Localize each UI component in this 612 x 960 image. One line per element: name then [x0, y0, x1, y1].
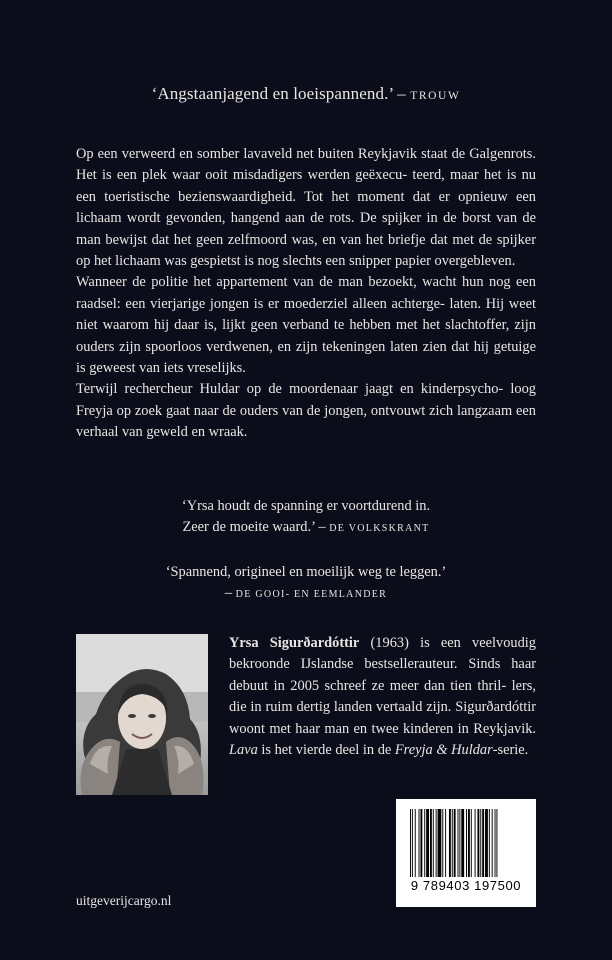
gooi-quote-line-1: ‘Spannend, origineel en moeilijk weg te leggen.’ [165, 564, 447, 580]
barcode-bar [477, 809, 479, 877]
volkskrant-quote-text: Zeer de moeite waard.’ [182, 519, 315, 536]
synopsis-line: Terwijl rechercheur Huldar op de moordenaar jaagt en kinderpsycho- [76, 381, 504, 398]
author-portrait-illustration [76, 634, 208, 795]
volkskrant-quote-source: DE VOLKSKRANT [329, 523, 430, 535]
barcode-bar [466, 809, 467, 877]
bio-series-name: Freyja & Huldar [394, 742, 493, 759]
barcode-bar [438, 809, 442, 877]
synopsis-line: Wanneer de politie het appartement van de man bezoekt, wacht hun [76, 274, 484, 291]
synopsis-line: laten. Hij weet niet waarom hij daar is, lijkt geen verband te hebben met [76, 295, 536, 334]
bio-line: bekroonde IJslandse bestsellerauteur. Sinds haar [229, 656, 536, 673]
barcode-bar [433, 809, 434, 877]
barcode-bar [461, 809, 464, 877]
volkskrant-quote-dash: – [314, 519, 330, 536]
barcode-bars [410, 809, 522, 877]
synopsis-paragraph-3 [76, 379, 536, 443]
synopsis-line: nog een raadsel: een vierjarige jongen is er moederziel alleen achterge- [76, 274, 536, 312]
bio-text [229, 633, 536, 761]
gooi-review-quote [0, 562, 612, 606]
barcode-bar [495, 809, 496, 877]
bio-line: lers, die in ruim dertig landen vertaald zijn. [229, 677, 536, 716]
bio-line: de [377, 742, 395, 759]
barcode-bar [480, 809, 481, 877]
synopsis-line: het slachtoffer, zijn ouders zijn spoorloos verdwenen, en zijn tekeningen [76, 317, 536, 355]
barcode-bar [485, 809, 488, 877]
bio-line: (1963) is een veelvoudig [359, 635, 536, 651]
author-photo [76, 634, 208, 795]
barcode-bar [454, 809, 456, 877]
barcode-bar [445, 809, 446, 877]
synopsis-line: teerd, maar het is nu een toeristische bezienswaardigheid. Tot het [76, 167, 536, 205]
publisher-website: uitgeverijcargo.nl [76, 893, 172, 908]
synopsis-line: Op een verweerd en somber lavaveld net buiten Reykjavik staat de [76, 146, 466, 162]
barcode-bar [496, 809, 497, 877]
top-quote-dash: – [392, 84, 411, 103]
bio-line: is het vierde deel in [257, 742, 375, 759]
gooi-quote-source: DE GOOI- EN EEMLANDER [235, 589, 388, 601]
barcode-bar [436, 809, 437, 877]
bio-line: debuut in 2005 schreef ze meer dan tien thril- [229, 677, 507, 694]
gooi-quote-dash: – [224, 585, 236, 602]
barcode-bar [482, 809, 484, 877]
barcode-bar [475, 809, 476, 877]
synopsis-line: Galgenrots. Het is een plek waar ooit misdadigers werden geëxecu- [76, 146, 536, 184]
barcode-bar [452, 809, 453, 877]
barcode-bar [492, 809, 493, 877]
top-quote-text: ‘Angstaanjagend en loeispannend.’ [151, 84, 393, 103]
author-bio [229, 633, 536, 761]
volkskrant-quote-line-2 [0, 517, 612, 539]
bio-line: Sigurðardóttir woont met haar man en twee [229, 699, 536, 737]
barcode-bar [419, 809, 420, 877]
barcode-bar [420, 809, 422, 877]
barcode-bar [412, 809, 413, 877]
barcode-bar [442, 809, 443, 877]
barcode-bar [430, 809, 432, 877]
synopsis-line: nog slechts een snipper papier overgebleven. [257, 253, 516, 270]
synopsis-paragraph-2 [76, 272, 536, 379]
synopsis-line: loog Freyja op zoek gaat naar de ouders van de jongen, ontvouwt zich [76, 381, 536, 419]
synopsis-line: rots. De spijker in de borst van de man bewijst dat het geen zelfmoord [76, 210, 536, 248]
top-quote-source: TROUW [410, 90, 461, 102]
bio-book-title: Lava [229, 742, 258, 759]
synopsis-line: langzaam een verhaal van geweld en wraak. [76, 402, 536, 441]
isbn-number: 9 789403 197500 [410, 878, 522, 893]
synopsis-line: moment dat er opnieuw een lichaam wordt gevonden, hangend aan de [76, 188, 536, 227]
barcode-bar [415, 809, 416, 877]
barcode-bar [424, 809, 425, 877]
barcode-bar [489, 809, 490, 877]
barcode-bar [468, 809, 470, 877]
bio-author-name: Yrsa Sigurðardóttir [229, 635, 360, 651]
gooi-quote-line-2 [0, 583, 612, 605]
synopsis-paragraph-1 [76, 144, 536, 272]
barcode-bar [426, 809, 429, 877]
bio-line: kinderen in Reykjavik. [402, 720, 536, 737]
barcode-bar [471, 809, 472, 877]
barcode-bar [458, 809, 459, 877]
volkskrant-review-quote [0, 496, 612, 540]
synopsis-line: laten zien dat hij getuige is geweest van iets vreselijks. [76, 338, 536, 377]
volkskrant-quote-line-1: ‘Yrsa houdt de spanning er voortdurend in. [181, 498, 431, 514]
barcode-bar [459, 809, 460, 877]
top-review-quote [0, 84, 612, 104]
barcode-bar [410, 809, 411, 877]
bio-line: -serie. [492, 742, 529, 759]
synopsis [76, 144, 536, 444]
barcode-bar [449, 809, 451, 877]
synopsis-line: was, en van het briefje dat met de spijker op het lichaam was gespietst is [76, 231, 536, 270]
isbn-barcode [396, 799, 536, 907]
